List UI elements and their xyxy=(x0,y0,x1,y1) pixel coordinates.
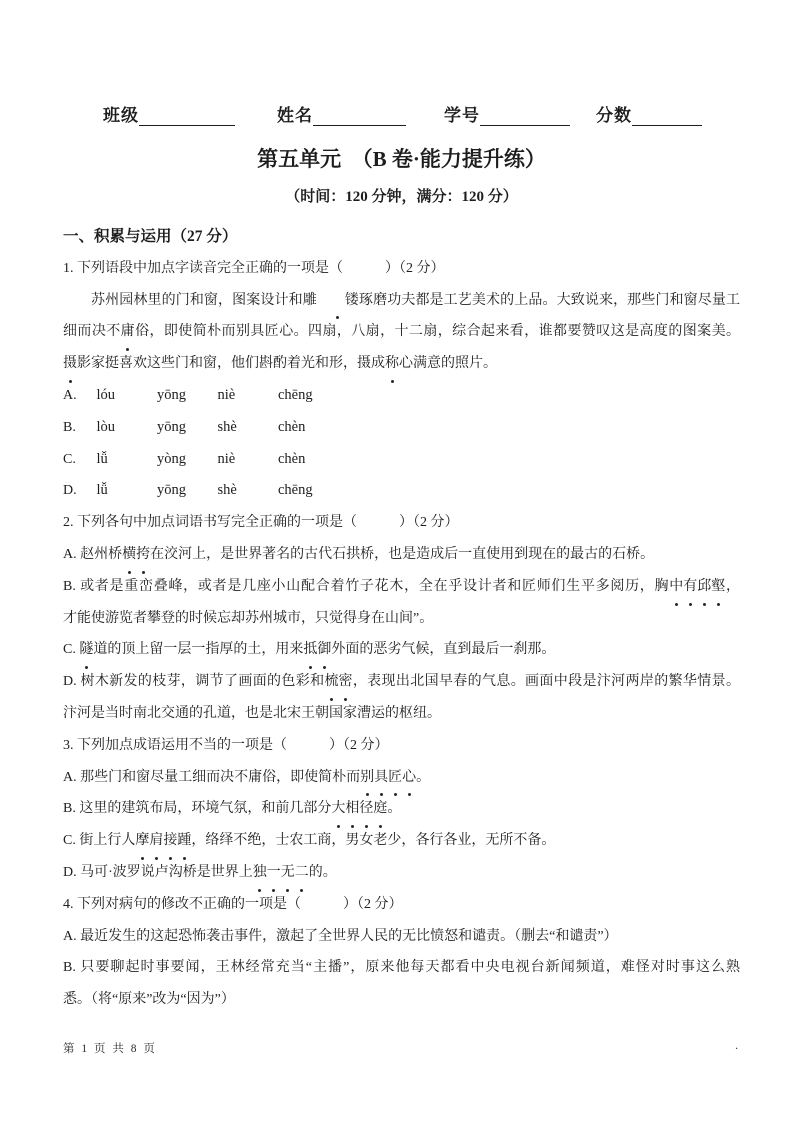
q1-stem: 1. 下列语段中加点字读音完全正确的一项是（ ）（2 分） xyxy=(63,260,445,276)
q3-stem: 3. 下列加点成语运用不当的一项是（ ）（2 分） xyxy=(63,737,389,753)
q3-option-a: A. 那些门和窗尽量工细而决不庸俗，即使简朴而别具匠心。 xyxy=(63,762,740,794)
pinyin-syllable: yōng xyxy=(157,386,186,403)
student-id-blank-line xyxy=(480,106,570,126)
paper-body xyxy=(63,221,740,1016)
q2-option-c: C. 隧道的顶上留一层一指厚的土，用来抵御外面的恶劣气候，直到最后一刹那。 xyxy=(63,634,740,666)
pinyin-syllable: chēng xyxy=(278,386,313,403)
pinyin-syllable: yōng xyxy=(157,482,186,499)
page-number: 第 1 页 共 8 页 xyxy=(63,1043,157,1055)
pinyin-syllable: lóu xyxy=(96,386,116,403)
score-field xyxy=(596,101,702,126)
option-b-label: B. xyxy=(63,419,76,435)
option-d-label: D. xyxy=(63,483,77,499)
name-label: 姓名 xyxy=(277,106,313,125)
class-blank-line xyxy=(139,106,235,126)
pinyin-syllable: shè xyxy=(217,418,237,435)
section-title: 一、积累与运用（27 分） xyxy=(63,228,238,245)
q3-option-b: B. 这里的建筑布局，环境气氛，和前几部分大相径庭。 xyxy=(63,793,740,825)
q1-passage-line-2: 细而决不庸俗，即使简朴而别具匠心。四扇，八扇，十二扇，综合起来看，谁都要赞叹这是高度的图案美。 xyxy=(63,316,740,348)
score-label: 分数 xyxy=(596,106,632,125)
q2-option-d-line-2: 汴河是当时南北交通的孔道，也是北宋王朝国家漕运的枢纽。 xyxy=(63,705,441,721)
q1-option-c xyxy=(63,444,740,476)
stray-dot: . xyxy=(735,1040,740,1052)
name-blank-line xyxy=(313,106,406,126)
q1-passage-line-1: 苏州园林里的门和窗，图案设计和雕 镂琢磨功夫都是工艺美术的上品。大致说来，那些门和窗尽量工 xyxy=(63,285,740,317)
q4-stem: 4. 下列对病句的修改不正确的一项是（ ）（2 分） xyxy=(63,896,403,912)
pinyin-syllable: chèn xyxy=(278,450,306,467)
student-info-row xyxy=(63,101,740,127)
q2-option-a: A. 赵州桥横挎在洨河上，是世界著名的古代石拱桥，也是造成后一直使用到现在的最古的石桥。 xyxy=(63,539,740,571)
pinyin-syllable: lǚ xyxy=(96,482,108,499)
q4-option-b-line-2: 悉。（将“原来”改为“因为”） xyxy=(63,992,235,1008)
q2-option-b-line-1: B. 或者是重峦叠峰，或者是几座小山配合着竹子花木，全在乎设计者和匠师们生平多阅历，胸中有邱壑， xyxy=(63,571,740,603)
q2-option-b-line-2: 才能使游览者攀登的时候忘却苏州城市，只觉得身在山间”。 xyxy=(63,610,434,626)
pinyin-syllable: yōng xyxy=(157,418,186,435)
page-footer xyxy=(63,1040,740,1056)
pinyin-syllable: chèn xyxy=(278,418,306,435)
q2-stem: 2. 下列各句中加点词语书写完全正确的一项是（ ）（2 分） xyxy=(63,515,459,531)
option-c-label: C. xyxy=(63,451,76,467)
class-label: 班级 xyxy=(103,106,139,125)
q1-option-b xyxy=(63,412,740,444)
pinyin-syllable: lòu xyxy=(96,418,116,435)
q1-option-d xyxy=(63,475,740,507)
q3-option-d: D. 马可·波罗说卢沟桥是世界上独一无二的。 xyxy=(63,857,740,889)
q1-passage-line-3: 摄影家挺喜欢这些门和窗，他们斟酌着光和形，摄成称心满意的照片。 xyxy=(63,348,740,380)
pinyin-syllable: yòng xyxy=(157,450,186,467)
option-a-label: A. xyxy=(63,387,77,403)
paper-title: 第五单元 （B 卷·能力提升练） xyxy=(257,147,546,171)
class-field xyxy=(103,101,235,126)
paper-subtitle: （时间：120 分钟，满分：120 分） xyxy=(285,189,518,205)
score-blank-line xyxy=(632,106,702,126)
student-id-field xyxy=(444,101,570,126)
q1-option-a xyxy=(63,380,740,412)
pinyin-syllable: niè xyxy=(217,450,236,467)
q4-option-b-line-1: B. 只要聊起时事要闻，王林经常充当“主播”，原来他每天都看中央电视台新闻频道，难怪对时事这么熟 xyxy=(63,960,740,976)
pinyin-syllable: chēng xyxy=(278,482,313,499)
q4-option-a: A. 最近发生的这起恐怖袭击事件，激起了全世界人民的无比愤怒和谴责。（删去“和谴责”） xyxy=(63,928,618,944)
q3-option-c: C. 街上行人摩肩接踵，络绎不绝，士农工商，男女老少，各行各业，无所不备。 xyxy=(63,825,740,857)
pinyin-syllable: lǚ xyxy=(96,450,108,467)
student-id-label: 学号 xyxy=(444,106,480,125)
q2-option-d-line-1: D. 树木新发的枝芽，调节了画面的色彩和梳密，表现出北国早春的气息。画面中段是汴河两岸的繁华情景。 xyxy=(63,666,740,698)
name-field xyxy=(277,101,406,126)
pinyin-syllable: niè xyxy=(217,386,236,403)
pinyin-syllable: shè xyxy=(217,482,237,499)
